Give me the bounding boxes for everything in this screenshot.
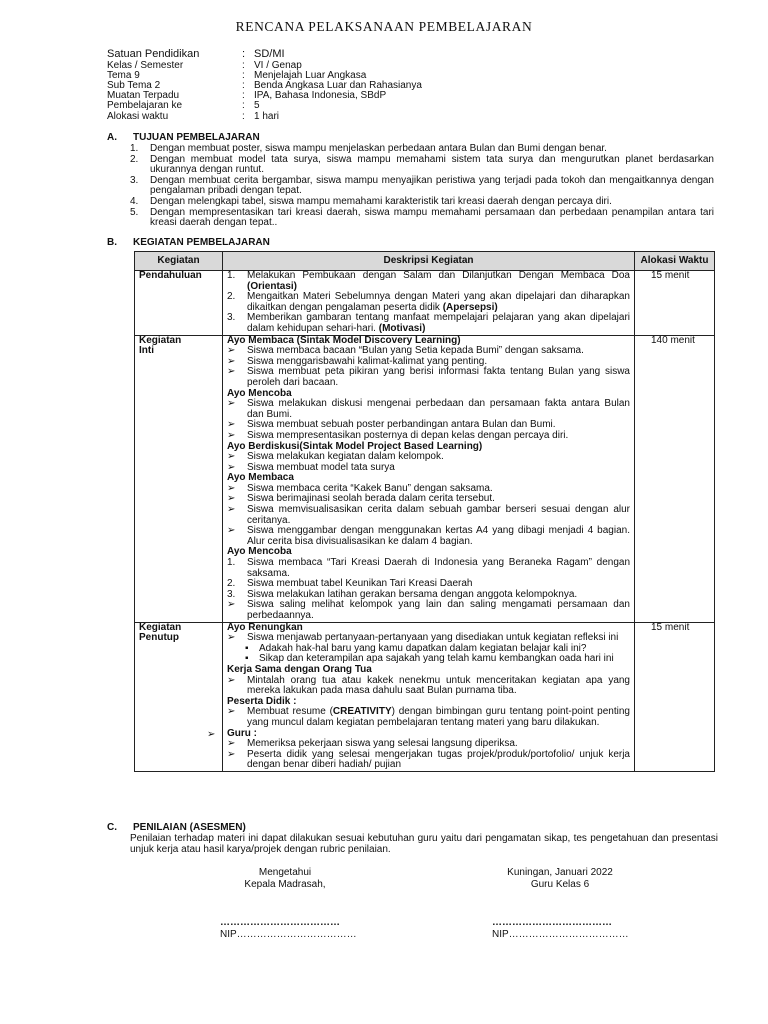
section-c-heading: C. PENILAIAN (ASESMEN) [107, 822, 246, 833]
kerjasama-item [227, 676, 630, 697]
identity-value: Menjelajah Luar Angkasa [254, 69, 367, 81]
list-marker: ➢ [227, 451, 236, 463]
time-inti: 140 menit [635, 335, 715, 622]
identity-colon: : [242, 48, 246, 60]
signature-line-right: ……………………………… [492, 917, 612, 928]
identity-value: Benda Angkasa Luar dan Rahasianya [254, 79, 422, 91]
list-text: Siswa membuat model tata surya [247, 461, 395, 473]
list-marker: ➢ [227, 504, 236, 516]
activity-group-title: Ayo Mencoba [227, 387, 292, 399]
time-penutup: 15 menit [635, 622, 715, 771]
identity-colon: : [242, 69, 245, 81]
list-marker: ➢ [227, 748, 236, 760]
peserta-title: Peserta Didik : [227, 695, 297, 707]
list-text: Siswa membaca bacaan “Bulan yang Setia kepada Bumi” dengan saksama. [247, 345, 584, 357]
identity-colon: : [242, 100, 245, 112]
activity-item [227, 558, 630, 579]
objective-number: 2. [130, 153, 139, 165]
col-kegiatan: Kegiatan [135, 252, 223, 271]
section-a-heading: A. TUJUAN PEMBELAJARAN [107, 132, 260, 143]
activity-group-title: Ayo Mencoba [227, 546, 292, 558]
list-text: Siswa menggarisbawahi kalimat-kalimat yang penting. [247, 355, 488, 367]
row-inti [135, 335, 715, 622]
list-text: Mintalah orang tua atau kakek nenekmu untuk menceritakan kegiatan apa yang mereka lakukan pada masa dahulu saat Bulan purnama tiba. [247, 674, 630, 697]
time-pendahuluan: 15 menit [635, 271, 715, 336]
activity-item [227, 526, 630, 547]
list-marker: ➢ [227, 632, 236, 644]
identity-label: Muatan Terpadu [107, 90, 180, 102]
activities-table [134, 251, 715, 772]
activity-item [227, 367, 630, 388]
objective-text: Dengan membuat poster, siswa mampu menjelaskan perbedaan antara Bulan dan Bumi dengan benar. [150, 143, 607, 154]
activity-item [227, 505, 630, 526]
identity-row [107, 112, 422, 122]
list-text: Siswa membuat tabel Keunikan Tari Kreasi Daerah [247, 578, 473, 590]
identity-row [107, 101, 422, 111]
list-text: Sikap dan keterampilan apa sajakah yang telah kamu kembangkan oada hari ini [259, 653, 614, 665]
activity-group-title: Ayo Membaca [227, 472, 294, 484]
list-marker: 1. [227, 557, 236, 569]
objective-text: Dengan melengkapi tabel, siswa mampu memahami karakteristik tari kreasi daerah dengan percaya diri. [150, 195, 612, 207]
desc-penutup [223, 622, 635, 771]
list-text: Memeriksa pekerjaan siswa yang selesai langsung diperiksa. [247, 738, 518, 750]
activity-phase: (Motivasi) [378, 322, 426, 334]
section-b-heading: B. KEGIATAN PEMBELAJARAN [107, 237, 270, 248]
assessment-text: Penilaian terhadap materi ini dapat dilakukan sesuai kebutuhan guru yaitu dari pengamatan sikap, tes pengetahuan dan presentasi unjuk kerja atau hasil karya/projek dengan rubric penilaian. [130, 833, 718, 855]
activity-item [227, 431, 630, 442]
objective-number: 4. [130, 195, 139, 207]
signature-line-left: ……………………………… [220, 917, 340, 928]
list-marker: ➢ [227, 482, 236, 494]
list-marker: ➢ [227, 419, 236, 431]
list-text: Siswa membaca “Tari Kreasi Daerah di Indonesia yang Beraneka Ragam” dengan saksama. [247, 557, 630, 579]
desc-pendahuluan [223, 271, 635, 336]
list-text: Peserta didik yang selesai mengerjakan tugas projek/produk/portofolio/ unjuk kerja dengan benar diberi hadiah/ pujian [247, 748, 630, 771]
signature-left: Mengetahui Kepala Madrasah, [244, 867, 326, 890]
list-marker: ➢ [227, 674, 236, 686]
list-marker: 1. [227, 270, 236, 281]
identity-value: IPA, Bahasa Indonesia, SBdP [254, 90, 387, 102]
creativity-label: CREATIVITY [332, 706, 392, 718]
objective-item [130, 197, 714, 208]
desc-inti [223, 335, 635, 622]
list-text: Adakah hak-hal baru yang kamu dapatkan dalam kegiatan belajar kali ini? [259, 642, 587, 654]
list-marker: ➢ [227, 398, 236, 410]
list-marker: 2. [227, 578, 236, 590]
objective-text: Dengan mempresentasikan tari kreasi daerah, siswa mampu memahami persamaan dan perbedaan penampilan antara tari kreasi daerah dengan tepat.. [150, 206, 714, 229]
identity-label: Pembelajaran ke [107, 100, 183, 112]
objective-item [130, 176, 714, 197]
list-text: Siswa menggambar dengan menggunakan kertas A4 yang dibagi menjadi 4 bagian. Alur cerita bisa divisualisasikan ke dalam 4 bagian. [247, 525, 630, 547]
activity-phase: (Orientasi) [247, 280, 298, 292]
identity-colon: : [242, 59, 245, 71]
list-text: Siswa melakukan latihan gerakan bersama dengan anggota kelompoknya. [247, 588, 578, 600]
identity-label: Tema 9 [107, 69, 140, 81]
list-text: Siswa memvisualisasikan cerita dalam sebuah gambar berseri sesuai dengan alur ceritanya. [247, 504, 630, 526]
list-marker: ➢ [227, 355, 236, 367]
identity-value: 5 [254, 100, 260, 112]
list-marker: 3. [227, 312, 236, 324]
list-text: Siswa melakukan diskusi mengenai perbedaan dan persamaan fakta antara Bulan dan Bumi. [247, 398, 630, 420]
objective-item [130, 155, 714, 176]
list-text: Memberikan gambaran tentang manfaat mempelajari pelajaran yang akan dipelajari dalam kehidupan sehari-hari. (Motivasi) [247, 312, 630, 334]
col-deskripsi: Deskripsi Kegiatan [223, 252, 635, 271]
list-text: Siswa saling melihat kelompok yang lain dan saling mengamati persamaan dan perbedaannya. [247, 599, 630, 621]
identity-table [107, 49, 422, 122]
list-marker: 2. [227, 291, 236, 303]
kerjasama-title: Kerja Sama dengan Orang Tua [227, 663, 372, 675]
kegiatan-pendahuluan: Pendahuluan [135, 271, 223, 336]
identity-label: Sub Tema 2 [107, 79, 161, 91]
guru-title: Guru : [227, 727, 257, 739]
list-text: Siswa melakukan kegiatan dalam kelompok. [247, 451, 444, 463]
peserta-item [227, 707, 630, 728]
identity-value: SD/MI [254, 48, 285, 60]
identity-colon: : [242, 79, 245, 91]
list-marker: ▪ [245, 642, 249, 654]
list-marker: ➢ [227, 461, 236, 473]
objective-item [130, 144, 714, 155]
pendahuluan-item [227, 313, 630, 334]
arrow-marker: ➢ [207, 728, 216, 740]
list-text: Siswa berimajinasi seolah berada dalam cerita tersebut. [247, 493, 495, 505]
objective-number: 5. [130, 206, 139, 218]
nip-right: NIP……………………………… [492, 929, 629, 940]
activity-item [227, 600, 630, 621]
objective-item [130, 208, 714, 229]
list-text: Siswa mempresentasikan posternya di depan kelas dengan percaya diri. [247, 429, 569, 441]
identity-label: Satuan Pendidikan [107, 48, 200, 60]
objective-number: 3. [130, 174, 139, 186]
identity-label: Kelas / Semester [107, 59, 184, 71]
objectives-list [130, 144, 714, 229]
identity-row [107, 49, 422, 61]
row-pendahuluan [135, 271, 715, 336]
list-text: Siswa membaca cerita “Kakek Banu” dengan saksama. [247, 482, 493, 494]
activity-item [227, 399, 630, 420]
activity-group-title: Ayo Membaca (Sintak Model Discovery Learning) [227, 334, 461, 346]
list-marker: ➢ [227, 525, 236, 537]
list-text: Siswa membuat peta pikiran yang berisi informasi fakta tentang Bulan yang siswa peroleh dari bacaan. [247, 366, 630, 388]
renungkan-title: Ayo Renungkan [227, 621, 303, 633]
identity-label: Alokasi waktu [107, 110, 169, 122]
activity-group-title: Ayo Berdiskusi(Sintak Model Project Based Learning) [227, 440, 483, 452]
row-penutup [135, 622, 715, 771]
kegiatan-inti: Kegiatan Inti [135, 335, 223, 622]
pendahuluan-item [227, 292, 630, 313]
list-text: Melakukan Pembukaan dengan Salam dan Dilanjutkan Dengan Membaca Doa (Orientasi) [247, 270, 630, 292]
list-marker: ➢ [227, 738, 236, 750]
list-marker: ▪ [245, 653, 249, 665]
guru-item [227, 750, 630, 771]
list-text: Membuat resume (CREATIVITY) dengan bimbingan guru tentang point-point penting yang muncul dalam kegiatan pembelajaran tentang materi yang baru dilakukan. [247, 706, 630, 728]
list-text: Siswa membuat sebuah poster perbandingan antara Bulan dan Bumi. [247, 419, 556, 431]
nip-left: NIP……………………………… [220, 929, 357, 940]
activity-phase: (Apersepsi) [442, 301, 498, 313]
list-text: Siswa menjawab pertanyaan-pertanyaan yang disediakan untuk kegiatan refleksi ini [247, 632, 619, 644]
list-marker: ➢ [227, 493, 236, 505]
identity-colon: : [242, 110, 245, 122]
list-marker: ➢ [227, 345, 236, 357]
identity-value: 1 hari [254, 110, 280, 122]
list-marker: ➢ [227, 599, 236, 611]
signature-right: Kuningan, Januari 2022 Guru Kelas 6 [507, 867, 613, 890]
pendahuluan-item [227, 271, 630, 292]
list-marker: 3. [227, 588, 236, 600]
list-text: Mengaitkan Materi Sebelumnya dengan Materi yang akan dipelajari dan diharapkan dikaitkan dengan pengalaman peserta didik (Apersepsi) [247, 291, 630, 313]
list-marker: ➢ [227, 366, 236, 378]
objective-number: 1. [130, 143, 139, 154]
list-marker: ➢ [227, 706, 236, 718]
objective-text: Dengan membuat cerita bergambar, siswa mampu menyajikan peristiwa yang terjadi pada tokoh dan mengaitkannya dengan pengalaman pribadi dengan tepat. [150, 174, 714, 197]
col-alokasi: Alokasi Waktu [635, 252, 715, 271]
identity-colon: : [242, 90, 245, 102]
identity-value: VI / Genap [254, 59, 302, 71]
document-title: RENCANA PELAKSANAAN PEMBELAJARAN [235, 19, 533, 34]
kegiatan-penutup: Kegiatan Penutup ➢ [135, 622, 223, 771]
objective-text: Dengan membuat model tata surya, siswa mampu memahami sistem tata surya dan mengurutkan planet berdasarkan ukurannya dengan runtut. [150, 153, 714, 176]
list-marker: ➢ [227, 429, 236, 441]
